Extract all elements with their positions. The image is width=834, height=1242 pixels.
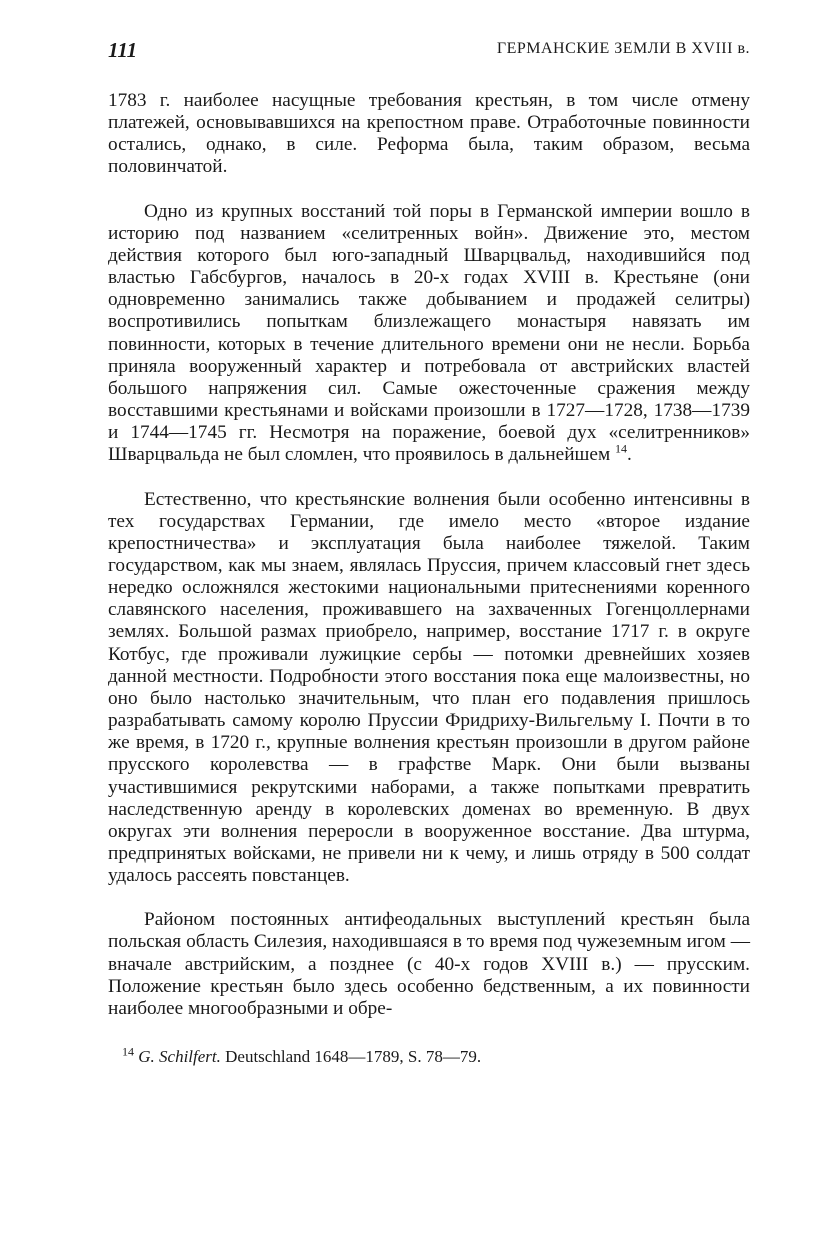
- paragraph: [108, 909, 750, 1020]
- footnote-reference[interactable]: 14: [614, 441, 627, 456]
- paragraph: Одно из крупных восстаний той поры в Германской империи вошло в историю под названием «селитренных войн». Движение это, местом действия которого был юго-западный Шварцвальд, находившийся под властью Габсбургов, началось в 20-х годах XVIII в. Крестьяне (они одновременно занимались также добыванием и продажей селитры) воспротивились попыткам близлежащего монастыря навязать им повинности, которых в течение длительного времени они не несли. Борьба приняла вооруженный характер и потребовала от австрийских властей большого напряжения сил. Самые ожесточенные сражения между восставшими крестьянами и войсками произошли в 1727—1728, 1738—1739 и 1744—1745 гг. Несмотря на поражение, боевой дух «селитренников» Шварцвальда не был сломлен, что проявилось в дальнейшем $^{14}$.: [108, 200, 750, 466]
- paragraph-text: Одно из крупных восстаний той поры в Германской империи вошло в историю под названием «селитренных войн». Движение это, местом действия которого был юго-западный Шварцвальд, находившийся под властью Габсбургов, началось в 20-х годах XVIII в. Крестьяне (они одновременно занимались также добыванием и продажей селитры) воспротивились попыткам близлежащего монастыря навязать им повинности, которых в течение длительного времени они не несли. Борьба приняла вооруженный характер и потребовала от австрийских властей большого напряжения сил. Самые ожесточенные сражения между восставшими крестьянами и войсками произошли в 1727—1728, 1738—1739 и 1744—1745 гг. Несмотря на поражение, боевой дух «селитренников» Шварцвальда не был сломлен, что проявилось в дальнейшем: [108, 200, 750, 466]
- footnote: [108, 1046, 750, 1067]
- paragraph-text: Районом постоянных антифеодальных выступлений крестьян была польская область Силезия, находившаяся в то время под чужеземным игом — вначале австрийским, а позднее (с 40-х годов XVIII в.) — прусским. Положение крестьян было здесь особенно бедственным, а их повинности наиболее многообразными и обре-: [108, 909, 750, 1019]
- footnote-author: G. Schilfert.: [138, 1047, 221, 1067]
- paragraph: [108, 489, 750, 888]
- page-header: [108, 30, 750, 60]
- paragraph-text: 1783 г. наиболее насущные требования крестьян, в том числе отмену платежей, основывавшихся на крепостном праве. Отработочные повинности остались, однако, в силе. Реформа была, таким образом, весьма половинчатой.: [108, 90, 750, 178]
- book-page: [108, 30, 750, 1067]
- body-text: [108, 90, 750, 1020]
- paragraph: [108, 90, 750, 179]
- running-head: ГЕРМАНСКИЕ ЗЕМЛИ В XVIII в.: [496, 40, 750, 57]
- page-number: 111: [108, 38, 138, 62]
- paragraph-text: Естественно, что крестьянские волнения были особенно интенсивны в тех государствах Германии, где имело место «второе издание крепостничества» и эксплуатация была наиболее тяжелой. Таким государством, как мы знаем, являлась Пруссия, причем классовый гнет здесь нередко осложнялся жестокими национальными притеснениями коренного славянского населения, проживавшего на захваченных Гогенцоллернами землях. Большой размах приобрело, например, восстание 1717 г. в округе Котбус, где проживали лужицкие сербы — потомки древнейших хозяев данной местности. Подробности этого восстания пока еще малоизвестны, но оно было настолько значительным, что план его подавления пришлось разрабатывать самому королю Пруссии Фридриху-Вильгельму I. Почти в то же время, в 1720 г., крупные волнения крестьян произошли в другом районе прусского королевства — в графстве Марк. Они были вызваны участившимися рекрутскими наборами, а также попытками превратить наследственную аренду в королевских доменах во временную. В двух округах эти волнения переросли в вооруженное восстание. Два штурма, предпринятых войсками, не привели ни к чему, и лишь отряду в 500 солдат удалось рассеять повстанцев.: [108, 488, 750, 887]
- footnote-number: 14: [122, 1044, 134, 1059]
- footnote-text: Deutschland 1648—1789, S. 78—79.: [225, 1047, 482, 1067]
